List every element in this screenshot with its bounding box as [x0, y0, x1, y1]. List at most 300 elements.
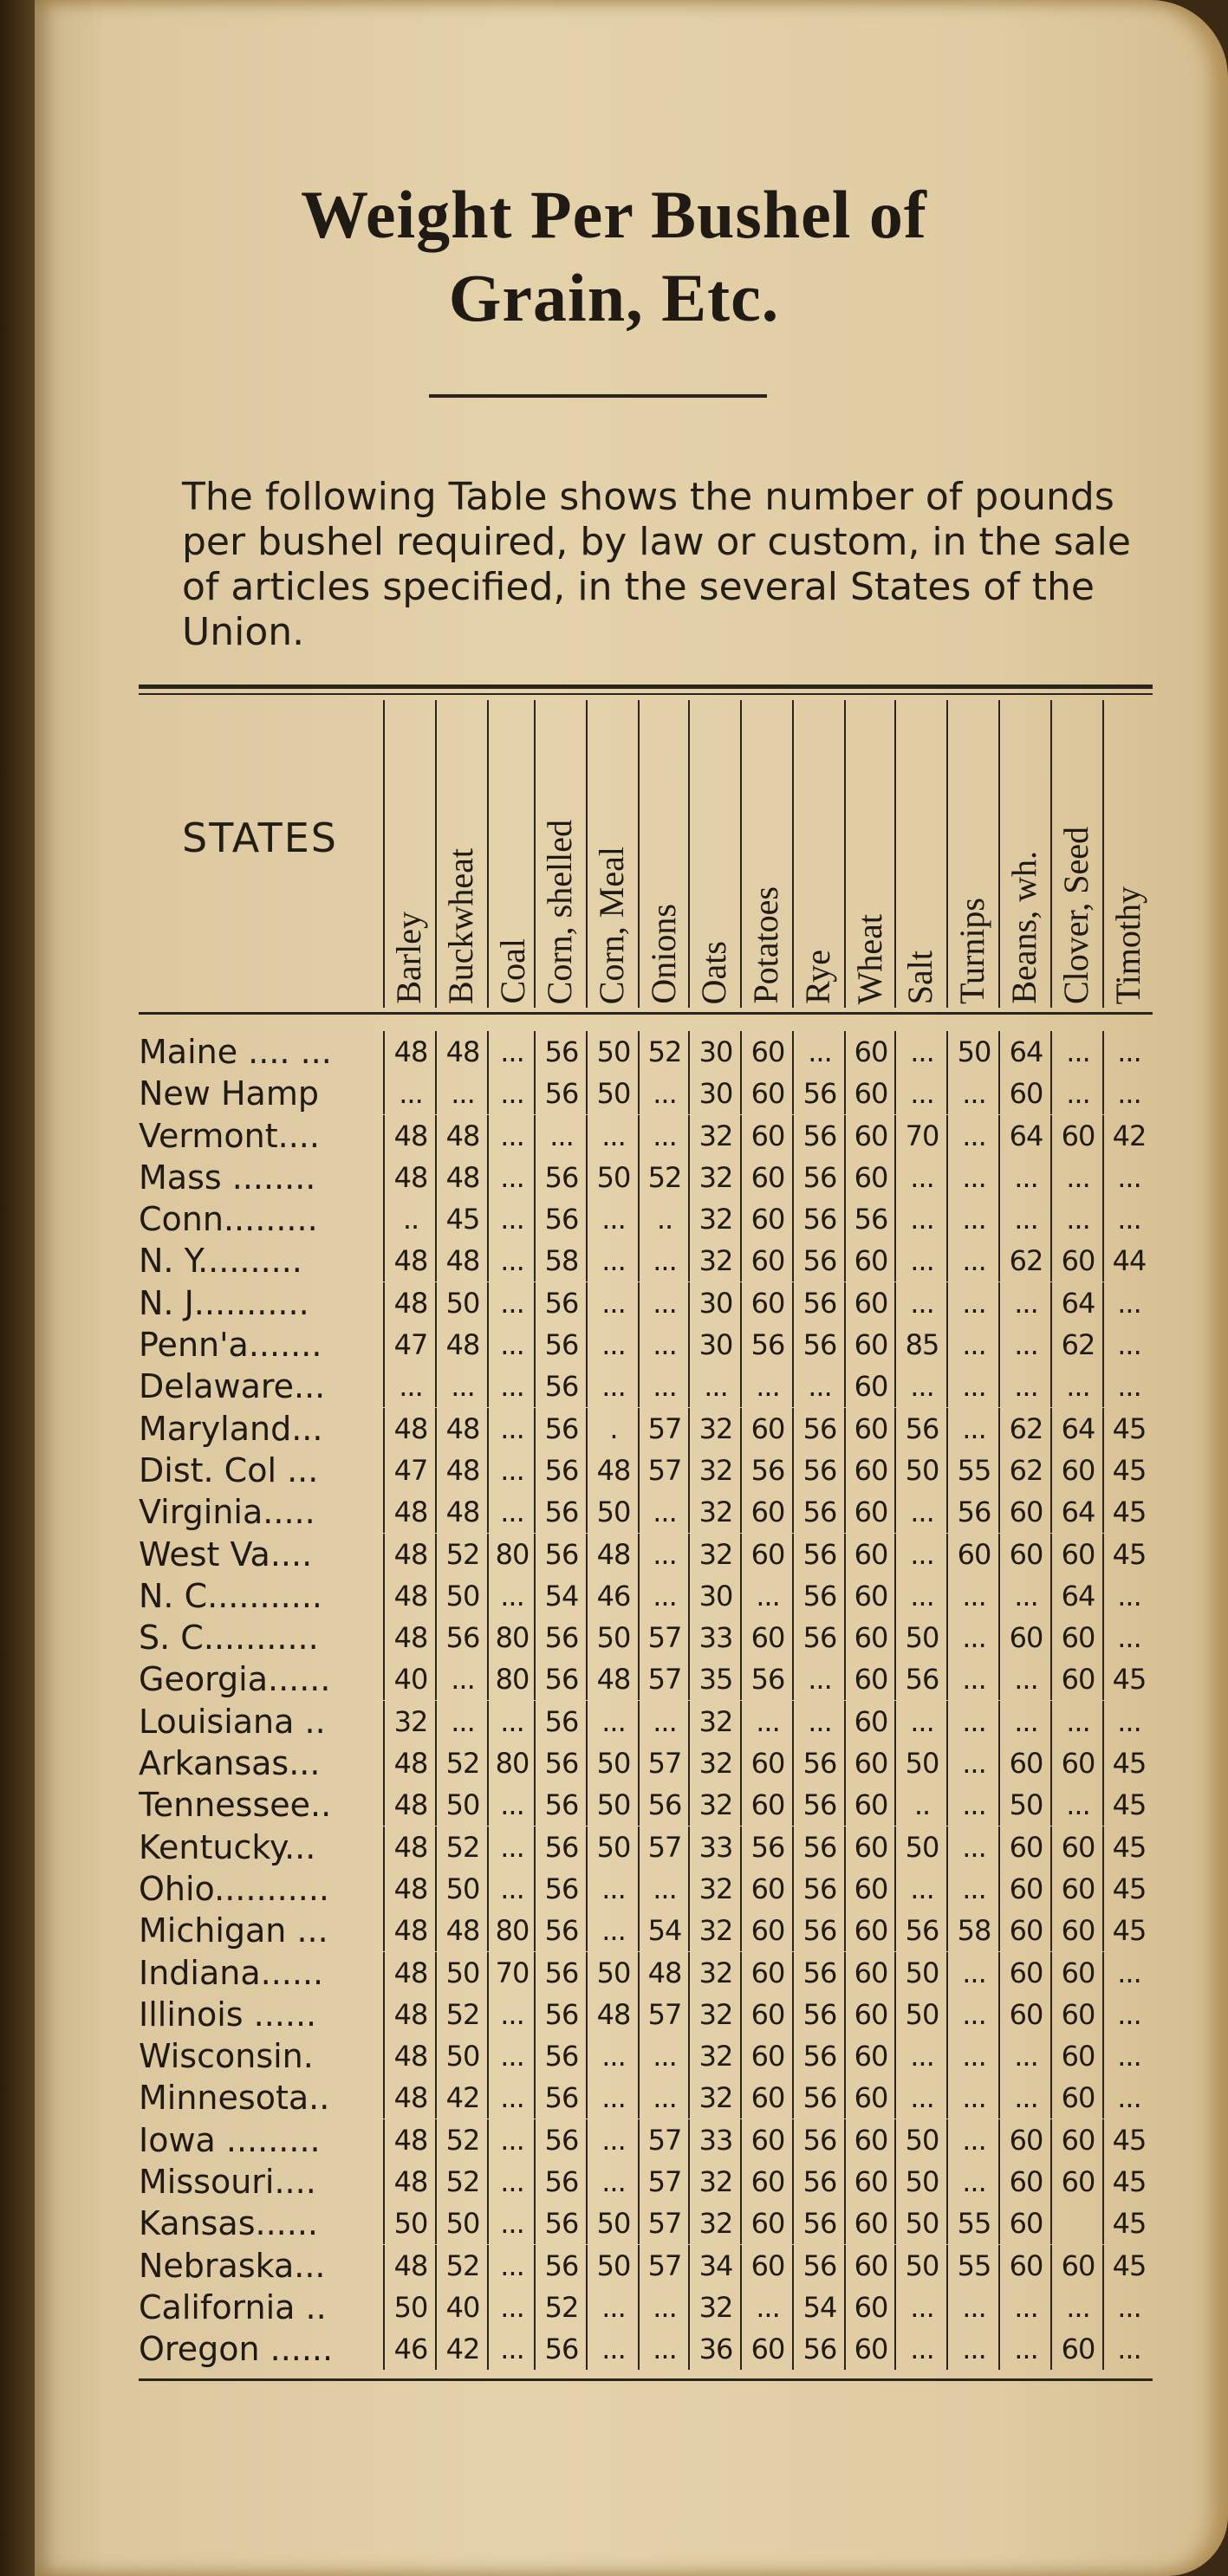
table-cell: 50 — [586, 1073, 640, 1114]
table-cell: ... — [998, 1282, 1052, 1324]
table-cell: 50 — [586, 1491, 640, 1533]
table-cell: ... — [894, 2287, 948, 2328]
table-cell: ... — [998, 1157, 1052, 1198]
table-cell: ... — [946, 1115, 1000, 1157]
table-cell: 48 — [383, 1282, 437, 1324]
table-cell: 60 — [740, 1910, 794, 1951]
table-cell: ... — [638, 1324, 690, 1366]
table-cell: 60 — [740, 1742, 794, 1784]
table-cell: 60 — [844, 1742, 896, 1784]
table-cell: 60 — [740, 1157, 794, 1198]
table-cell: 60 — [1050, 1742, 1104, 1784]
table-cell: 48 — [435, 1491, 489, 1533]
page-title — [0, 173, 1228, 340]
table-header — [139, 693, 1153, 1014]
table-cell: 56 — [894, 1658, 948, 1700]
table-cell: ... — [998, 1324, 1052, 1366]
table-cell: 32 — [688, 1450, 742, 1491]
table-cell: 44 — [1102, 1240, 1154, 1282]
table-cell: 45 — [1102, 1868, 1154, 1910]
table-cell: ... — [1102, 1952, 1154, 1994]
table-cell: 56 — [534, 2203, 588, 2244]
table-cell: 60 — [1050, 2035, 1104, 2077]
table-cell: 55 — [946, 2203, 1000, 2244]
table-cell: 30 — [688, 1282, 742, 1324]
table-cell: ... — [638, 1366, 690, 1407]
table-cell: 48 — [383, 1408, 437, 1450]
table-cell: 48 — [383, 1534, 437, 1575]
table-cell: 57 — [638, 2119, 690, 2161]
column-header-label: Beans, wh. — [1004, 851, 1043, 1004]
table-cell: ... — [487, 1827, 536, 1868]
table-cell: ... — [383, 1073, 437, 1114]
table-cell: 52 — [435, 2119, 489, 2161]
table-cell: 50 — [383, 2203, 437, 2244]
table-cell: 60 — [998, 1868, 1052, 1910]
table-cell: ... — [586, 2328, 640, 2370]
table-cell: 47 — [383, 1324, 437, 1366]
table-cell: 60 — [1050, 2119, 1104, 2161]
table-cell: 56 — [792, 1450, 846, 1491]
table-cell: 32 — [688, 1491, 742, 1533]
table-cell: ... — [586, 2119, 640, 2161]
table-cell: 30 — [688, 1073, 742, 1114]
table-cell: ... — [946, 1282, 1000, 1324]
table-cell: 60 — [1050, 2328, 1104, 2370]
column-header — [383, 700, 437, 1008]
table-cell: 48 — [435, 1910, 489, 1951]
table-cell: ... — [946, 2328, 1000, 2370]
table-cell: 60 — [844, 1366, 896, 1407]
table-cell: 60 — [740, 1198, 794, 1240]
table-cell: 50 — [894, 1994, 948, 2035]
column-header-label: Corn, shelled — [540, 819, 579, 1004]
table-bottom-rule — [139, 2378, 1153, 2381]
table-cell: 56 — [534, 1658, 588, 1700]
table-cell: ... — [946, 2119, 1000, 2161]
table-cell: ... — [487, 1157, 536, 1198]
table-cell — [1050, 2203, 1104, 2244]
table-cell: 60 — [1050, 1617, 1104, 1658]
state-name: Dist. Col ... — [139, 1450, 319, 1489]
table-cell: 56 — [740, 1658, 794, 1700]
table-cell: 56 — [792, 1115, 846, 1157]
table-cell: 48 — [383, 1575, 437, 1617]
table-cell: 52 — [638, 1157, 690, 1198]
table-cell: 48 — [383, 2161, 437, 2203]
table-cell: 32 — [688, 1408, 742, 1450]
table-cell: 60 — [1050, 2077, 1104, 2119]
table-cell: 60 — [740, 2328, 794, 2370]
table-cell: ... — [586, 2077, 640, 2119]
table-cell: 56 — [792, 2328, 846, 2370]
column-header — [435, 700, 489, 1008]
table-cell: 80 — [487, 1910, 536, 1951]
table-cell: 60 — [740, 2245, 794, 2287]
table-cell: ... — [1102, 1157, 1154, 1198]
table-cell: 56 — [534, 2119, 588, 2161]
table-cell: 56 — [534, 1073, 588, 1114]
table-cell: 56 — [894, 1408, 948, 1450]
table-cell: ... — [894, 2077, 948, 2119]
table-cell: 60 — [998, 2245, 1052, 2287]
table-row — [139, 1534, 1153, 1575]
table-cell: ... — [946, 2287, 1000, 2328]
table-row — [139, 1240, 1153, 1282]
table-cell: 56 — [534, 1366, 588, 1407]
table-cell: 60 — [844, 1827, 896, 1868]
table-row — [139, 1994, 1153, 2035]
table-cell: 40 — [435, 2287, 489, 2328]
table-cell: 62 — [998, 1408, 1052, 1450]
table-cell: ... — [894, 1366, 948, 1407]
table-cell: 55 — [946, 1450, 1000, 1491]
table-cell: 48 — [383, 1827, 437, 1868]
table-cell: ... — [487, 1575, 536, 1617]
table-cell: ... — [998, 1701, 1052, 1742]
table-row — [139, 2245, 1153, 2287]
table-cell: ... — [894, 1575, 948, 1617]
table-cell: 50 — [946, 1031, 1000, 1073]
table-cell: 62 — [1050, 1324, 1104, 1366]
table-row — [139, 2328, 1153, 2370]
table-cell: 54 — [792, 2287, 846, 2328]
table-cell: 48 — [383, 1994, 437, 2035]
table-cell: 56 — [534, 2328, 588, 2370]
table-cell: ... — [487, 1491, 536, 1533]
table-cell: ... — [1102, 2035, 1154, 2077]
table-cell: ... — [740, 1575, 794, 1617]
column-header — [534, 700, 588, 1008]
table-cell: 42 — [1102, 1115, 1154, 1157]
table-cell: 60 — [844, 1073, 896, 1114]
table-cell: 60 — [740, 1408, 794, 1450]
table-cell: ... — [586, 1324, 640, 1366]
table-cell: 60 — [740, 1784, 794, 1826]
table-cell: .. — [383, 1198, 437, 1240]
table-row — [139, 1408, 1153, 1450]
table-cell: 54 — [638, 1910, 690, 1951]
table-cell: 32 — [688, 1534, 742, 1575]
table-row — [139, 2077, 1153, 2119]
table-cell: 32 — [688, 1701, 742, 1742]
table-cell: 32 — [688, 1994, 742, 2035]
table-cell: ... — [1050, 1701, 1104, 1742]
table-cell: 30 — [688, 1031, 742, 1073]
table-row — [139, 1784, 1153, 1826]
table-cell: 60 — [844, 1658, 896, 1700]
column-header — [1050, 700, 1104, 1008]
table-cell: 70 — [894, 1115, 948, 1157]
table-cell: 45 — [435, 1198, 489, 1240]
state-name: Penn'a....... — [139, 1326, 322, 1365]
table-cell: ... — [638, 1701, 690, 1742]
table-cell: 60 — [946, 1534, 1000, 1575]
table-cell: ... — [792, 1701, 846, 1742]
table-cell: ... — [586, 2287, 640, 2328]
table-cell: 60 — [1050, 2161, 1104, 2203]
table-cell: ... — [435, 1701, 489, 1742]
table-cell: 45 — [1102, 2203, 1154, 2244]
state-name: Maine .... ... — [139, 1033, 332, 1071]
table-cell: 35 — [688, 1658, 742, 1700]
table-cell: 60 — [844, 2035, 896, 2077]
table-cell: ... — [487, 1408, 536, 1450]
table-cell: ... — [792, 1658, 846, 1700]
table-cell: 56 — [534, 1784, 588, 1826]
table-cell: 80 — [487, 1658, 536, 1700]
table-cell: ... — [792, 1366, 846, 1407]
table-cell: 58 — [946, 1910, 1000, 1951]
table-cell: 48 — [383, 1491, 437, 1533]
table-cell: ... — [998, 2035, 1052, 2077]
table-cell: 56 — [534, 1868, 588, 1910]
table-cell: 56 — [740, 1450, 794, 1491]
table-cell: ... — [740, 1701, 794, 1742]
table-cell: ... — [487, 2119, 536, 2161]
table-row — [139, 2287, 1153, 2328]
table-cell: 48 — [383, 1910, 437, 1951]
table-cell: ... — [946, 1073, 1000, 1114]
table-cell: 56 — [534, 1324, 588, 1366]
table-cell: ... — [1102, 1701, 1154, 1742]
table-cell: 60 — [998, 1617, 1052, 1658]
table-cell: 56 — [792, 1784, 846, 1826]
table-cell: 60 — [998, 1994, 1052, 2035]
table-cell: 56 — [534, 1617, 588, 1658]
state-name: Illinois ...... — [139, 1995, 317, 2034]
table-cell: 50 — [586, 1031, 640, 1073]
table-cell: 60 — [844, 1324, 896, 1366]
table-cell: 60 — [998, 1742, 1052, 1784]
table-cell: 56 — [534, 1534, 588, 1575]
state-name: California .. — [139, 2287, 327, 2326]
table-cell: 32 — [688, 1868, 742, 1910]
table-cell: ... — [792, 1031, 846, 1073]
table-cell: 48 — [435, 1031, 489, 1073]
table-cell: ... — [487, 1115, 536, 1157]
table-cell: 60 — [998, 1952, 1052, 1994]
table-cell: ... — [946, 1742, 1000, 1784]
column-header-label: Coal — [493, 938, 532, 1004]
table-cell: 45 — [1102, 1742, 1154, 1784]
table-cell: 60 — [1050, 2245, 1104, 2287]
table-cell: 50 — [894, 1952, 948, 1994]
table-cell: 48 — [586, 1450, 640, 1491]
table-cell: 50 — [894, 1617, 948, 1658]
table-row — [139, 2161, 1153, 2203]
table-cell: 48 — [383, 1031, 437, 1073]
table-cell: 48 — [435, 1324, 489, 1366]
table-cell: ... — [435, 1366, 489, 1407]
table-cell: . — [586, 1408, 640, 1450]
table-cell: 56 — [792, 2245, 846, 2287]
table-cell: 57 — [638, 1658, 690, 1700]
table-cell: 46 — [383, 2328, 437, 2370]
table-cell: 45 — [1102, 1658, 1154, 1700]
table-cell: 57 — [638, 1827, 690, 1868]
table-cell: ... — [1050, 1031, 1104, 1073]
state-name: Delaware... — [139, 1367, 326, 1406]
table-cell: 56 — [534, 1742, 588, 1784]
table-cell: ... — [638, 1240, 690, 1282]
table-cell: 60 — [998, 1491, 1052, 1533]
table-cell: 32 — [688, 1240, 742, 1282]
table-cell: ... — [946, 1784, 1000, 1826]
table-cell: 80 — [487, 1617, 536, 1658]
table-cell: ... — [946, 1408, 1000, 1450]
table-cell: ... — [487, 2077, 536, 2119]
table-cell: ... — [946, 1575, 1000, 1617]
table-cell: 50 — [586, 1784, 640, 1826]
table-cell: 56 — [792, 1534, 846, 1575]
table-cell: ... — [894, 1491, 948, 1533]
table-cell: ... — [998, 2328, 1052, 2370]
state-name: Wisconsin. — [139, 2037, 314, 2076]
table-cell: .. — [638, 1198, 690, 1240]
table-cell: 56 — [534, 1994, 588, 2035]
table-cell: 60 — [844, 1952, 896, 1994]
table-cell: 30 — [688, 1324, 742, 1366]
table-row — [139, 1366, 1153, 1407]
table-cell: ... — [946, 1240, 1000, 1282]
table-cell: 60 — [844, 2287, 896, 2328]
table-cell: 56 — [946, 1491, 1000, 1533]
table-cell: ... — [998, 2287, 1052, 2328]
table-cell: 48 — [383, 2035, 437, 2077]
table-cell: 60 — [740, 1952, 794, 1994]
column-header-label: Barley — [389, 912, 428, 1004]
table-cell: ... — [487, 1282, 536, 1324]
table-row — [139, 1491, 1153, 1533]
table-cell: 48 — [383, 2119, 437, 2161]
table-cell: ... — [487, 1701, 536, 1742]
table-cell: 60 — [1050, 1952, 1104, 1994]
table-cell: ... — [894, 1031, 948, 1073]
table-cell: 50 — [435, 1784, 489, 1826]
state-name: Nebraska... — [139, 2246, 326, 2285]
table-cell: ... — [638, 1073, 690, 1114]
table-cell: 48 — [435, 1240, 489, 1282]
table-cell: 32 — [688, 2077, 742, 2119]
table-cell: 60 — [998, 1073, 1052, 1114]
table-cell: 56 — [792, 2077, 846, 2119]
table-cell: 32 — [688, 1910, 742, 1951]
table-cell: ... — [946, 1157, 1000, 1198]
table-cell: 60 — [1050, 1115, 1104, 1157]
table-cell: 60 — [1050, 1658, 1104, 1700]
column-header — [487, 700, 536, 1008]
table-cell: ... — [894, 1868, 948, 1910]
table-cell: 60 — [844, 2328, 896, 2370]
table-cell: ... — [638, 1115, 690, 1157]
table-cell: 64 — [1050, 1408, 1104, 1450]
table-cell: 55 — [946, 2245, 1000, 2287]
table-cell: 56 — [740, 1827, 794, 1868]
table-cell: ... — [1102, 1324, 1154, 1366]
table-cell: 50 — [586, 1617, 640, 1658]
table-cell: 32 — [688, 1784, 742, 1826]
table-cell: ... — [487, 2287, 536, 2328]
table-cell: 33 — [688, 2119, 742, 2161]
table-cell: 32 — [688, 2161, 742, 2203]
table-cell: ... — [1102, 1198, 1154, 1240]
table-cell: 60 — [740, 1868, 794, 1910]
table-cell: 42 — [435, 2077, 489, 2119]
table-cell: 60 — [740, 2077, 794, 2119]
table-cell: 60 — [844, 2161, 896, 2203]
table-cell: 60 — [740, 1617, 794, 1658]
table-cell: ... — [946, 1366, 1000, 1407]
table-cell: 52 — [435, 1742, 489, 1784]
table-cell: 50 — [586, 1952, 640, 1994]
table-cell: 56 — [740, 1324, 794, 1366]
table-cell: ... — [586, 1366, 640, 1407]
table-cell: 50 — [894, 1742, 948, 1784]
table-cell: 32 — [688, 1742, 742, 1784]
table-cell: ... — [487, 1450, 536, 1491]
table-cell: ... — [487, 2328, 536, 2370]
table-cell: 52 — [638, 1031, 690, 1073]
table-cell: 45 — [1102, 1450, 1154, 1491]
table-cell: ... — [894, 1073, 948, 1114]
table-cell: ... — [638, 2035, 690, 2077]
title-line-2: Grain, Etc. — [448, 260, 780, 335]
table-cell: ... — [487, 1073, 536, 1114]
table-cell: 60 — [844, 1408, 896, 1450]
table-cell: ... — [946, 1198, 1000, 1240]
state-name: Louisiana .. — [139, 1702, 326, 1741]
table-cell: 62 — [998, 1450, 1052, 1491]
table-cell: ... — [946, 1658, 1000, 1700]
state-name: Mass ........ — [139, 1158, 316, 1197]
column-header-label: Clover, Seed — [1056, 826, 1095, 1004]
table-cell: 54 — [534, 1575, 588, 1617]
column-header-label: Oats — [694, 940, 733, 1004]
state-name: Virginia..... — [139, 1493, 315, 1532]
table-cell: 32 — [688, 2287, 742, 2328]
table-cell: ... — [1102, 1073, 1154, 1114]
table-cell: 56 — [534, 1450, 588, 1491]
table-cell: 50 — [586, 2203, 640, 2244]
column-header-label: Buckwheat — [441, 848, 480, 1004]
table-cell: 60 — [740, 1115, 794, 1157]
table-cell: 60 — [740, 1994, 794, 2035]
table-cell: ... — [487, 2203, 536, 2244]
table-cell: ... — [586, 1868, 640, 1910]
table-cell: 56 — [534, 1952, 588, 1994]
column-header — [638, 700, 690, 1008]
table-cell: 48 — [586, 1658, 640, 1700]
table-cell: 50 — [894, 2245, 948, 2287]
table-cell: 60 — [844, 1994, 896, 2035]
table-cell: 47 — [383, 1450, 437, 1491]
state-name: Ohio........... — [139, 1869, 330, 1908]
table-cell: 60 — [844, 1491, 896, 1533]
table-cell: 60 — [844, 1115, 896, 1157]
table-cell: ... — [998, 1198, 1052, 1240]
table-cell: 60 — [740, 1491, 794, 1533]
table-cell: 45 — [1102, 1534, 1154, 1575]
table-cell: 32 — [688, 1198, 742, 1240]
table-cell: ... — [1102, 1617, 1154, 1658]
table-cell: ... — [487, 1031, 536, 1073]
table-cell: ... — [998, 1575, 1052, 1617]
table-cell: 56 — [534, 1910, 588, 1951]
table-cell: ... — [998, 1366, 1052, 1407]
intro-paragraph: The following Table shows the number of pounds per bushel required, by law or custom, in the sale of articles specified, in the several States of the Union. — [182, 475, 1131, 654]
table-cell: .. — [894, 1784, 948, 1826]
